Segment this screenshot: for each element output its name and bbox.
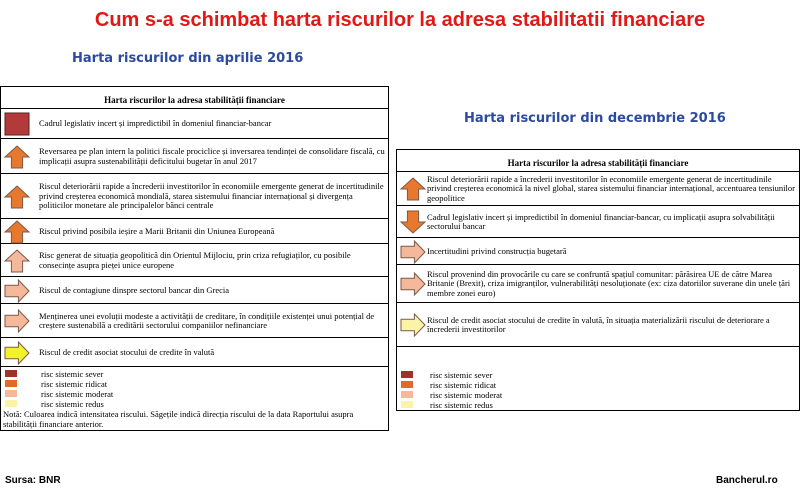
table-row: [397, 172, 799, 206]
risk-description: Riscul de credit asociat stocului de credite în valută: [39, 346, 215, 357]
note-line: Notă: Culoarea indică intensitatea riscului. Săgețile indică direcția riscului de la data Raportului asupra stabilității financiare anterior.: [3, 409, 354, 429]
right-arrow-icon: [3, 308, 31, 339]
legend-swatch: [401, 371, 413, 378]
risk-description: Riscul de credit asociat stocului de credite în valută, în situația materializării riscului de deteriorare a încrederii investitorilor: [427, 314, 770, 334]
left-heading: Harta riscurilor din aprilie 2016: [72, 51, 304, 66]
legend-label: risc sistemic moderat: [430, 390, 503, 400]
risk-description: Menținerea unei evoluții modeste a activității de creditare, în condițiile existenței unui potențial de creștere sustenabilă a creditării sectorului companiilor nefinanciare: [39, 310, 375, 330]
note-text: [3, 409, 383, 429]
risk-description: Riscul deteriorării rapide a încrederii investitorilor în economiile emergente generat de incertitudinile privind creșterea economică mondială, starea sistemului financiar internațional și divergența politicilor monetare ale principalelor bănci centrale: [39, 181, 384, 210]
table-row: [1, 139, 388, 174]
table-row: [1, 277, 388, 304]
risk-description: Riscul de contagiune dinspre sectorul bancar din Grecia: [39, 284, 230, 295]
risk-map-december-panel: [396, 149, 800, 411]
right-arrow-icon: [3, 340, 31, 371]
risk-description: Incertitudini privind construcția bugetară: [427, 245, 567, 256]
legend-label: risc sistemic ridicat: [430, 380, 497, 390]
legend-swatch: [401, 381, 413, 388]
table-row: [1, 244, 388, 277]
table-title: Harta riscurilor la adresa stabilității financiare: [1, 87, 388, 109]
table-title: Harta riscurilor la adresa stabilității financiare: [397, 150, 799, 172]
right-arrow-icon: [399, 271, 427, 302]
table-row: [397, 265, 799, 303]
source-label: Sursa: BNR: [5, 475, 61, 486]
table-row: [397, 206, 799, 238]
table-row: [1, 109, 388, 139]
legend-label: risc sistemic moderat: [41, 389, 114, 399]
legend-swatch: [401, 391, 413, 398]
risk-description: Risc generat de situația geopolitică din Orientul Mijlociu, prin criza refugiaților, cu posibile consecințe asupra pieței unice europene: [39, 250, 351, 270]
risk-description: Riscul deteriorării rapide a încrederii investitorilor în economiile emergente generat de incertitudinile privind creșterea economică la nivel global, starea sistemului financiar internațional, accentuarea tensiunilor geopolitice: [427, 173, 795, 203]
legend-swatch: [5, 380, 17, 387]
legend-label: risc sistemic ridicat: [41, 379, 108, 389]
table-row: [1, 338, 388, 367]
table-row: [1, 174, 388, 219]
table-row: [397, 303, 799, 347]
risk-description: Riscul privind posibila ieșire a Marii Britanii din Uniunea Europeană: [39, 225, 275, 236]
legend-swatch: [5, 390, 17, 397]
table-row: [1, 219, 388, 244]
up-arrow-icon: [399, 176, 427, 207]
up-arrow-icon: [3, 248, 31, 279]
table-row: [1, 304, 388, 338]
legend-label: risc sistemic redus: [41, 399, 104, 409]
up-arrow-icon: [3, 184, 31, 215]
brand-label: Bancherul.ro: [716, 475, 778, 486]
risk-map-april-panel: [0, 86, 389, 431]
right-heading: Harta riscurilor din decembrie 2016: [464, 111, 726, 126]
down-arrow-icon: [399, 209, 427, 240]
table-row: [397, 238, 799, 265]
risk-description: Cadrul legislativ incert și impredictibil în domeniul financiar-bancar: [39, 118, 272, 128]
legend-label: risc sistemic redus: [430, 400, 493, 410]
legend-label: risc sistemic sever: [41, 369, 104, 379]
risk-description: Riscul provenind din provocările cu care se confruntă spațiul comunitar: părăsirea UE de către Marea Britanie (Brexit), criza imigranților, vulnerabilități nesoluționate (ex: ciza datoriilor suverane din unele țări membre zonei euro): [427, 268, 791, 298]
up-arrow-icon: [3, 144, 31, 175]
risk-description: Cadrul legislativ incert și impredictibil în domeniul financiar-bancar, cu implicații asupra solvabilității sectorului bancar: [427, 211, 775, 231]
legend-swatch: [5, 400, 17, 407]
square-icon: [3, 111, 31, 142]
legend-label: risc sistemic sever: [430, 370, 493, 380]
right-arrow-icon: [399, 312, 427, 343]
page-title: Cum s-a schimbat harta riscurilor la adresa stabilitatii financiare: [94, 9, 706, 31]
legend-swatch: [401, 401, 413, 408]
risk-description: Reversarea pe plan intern la politici fiscale prociclice și inversarea tendinței de consolidare fiscală, cu implicații asupra sustenabilității deficitului bugetar în anul 2017: [39, 146, 385, 166]
legend-swatch: [5, 370, 17, 377]
